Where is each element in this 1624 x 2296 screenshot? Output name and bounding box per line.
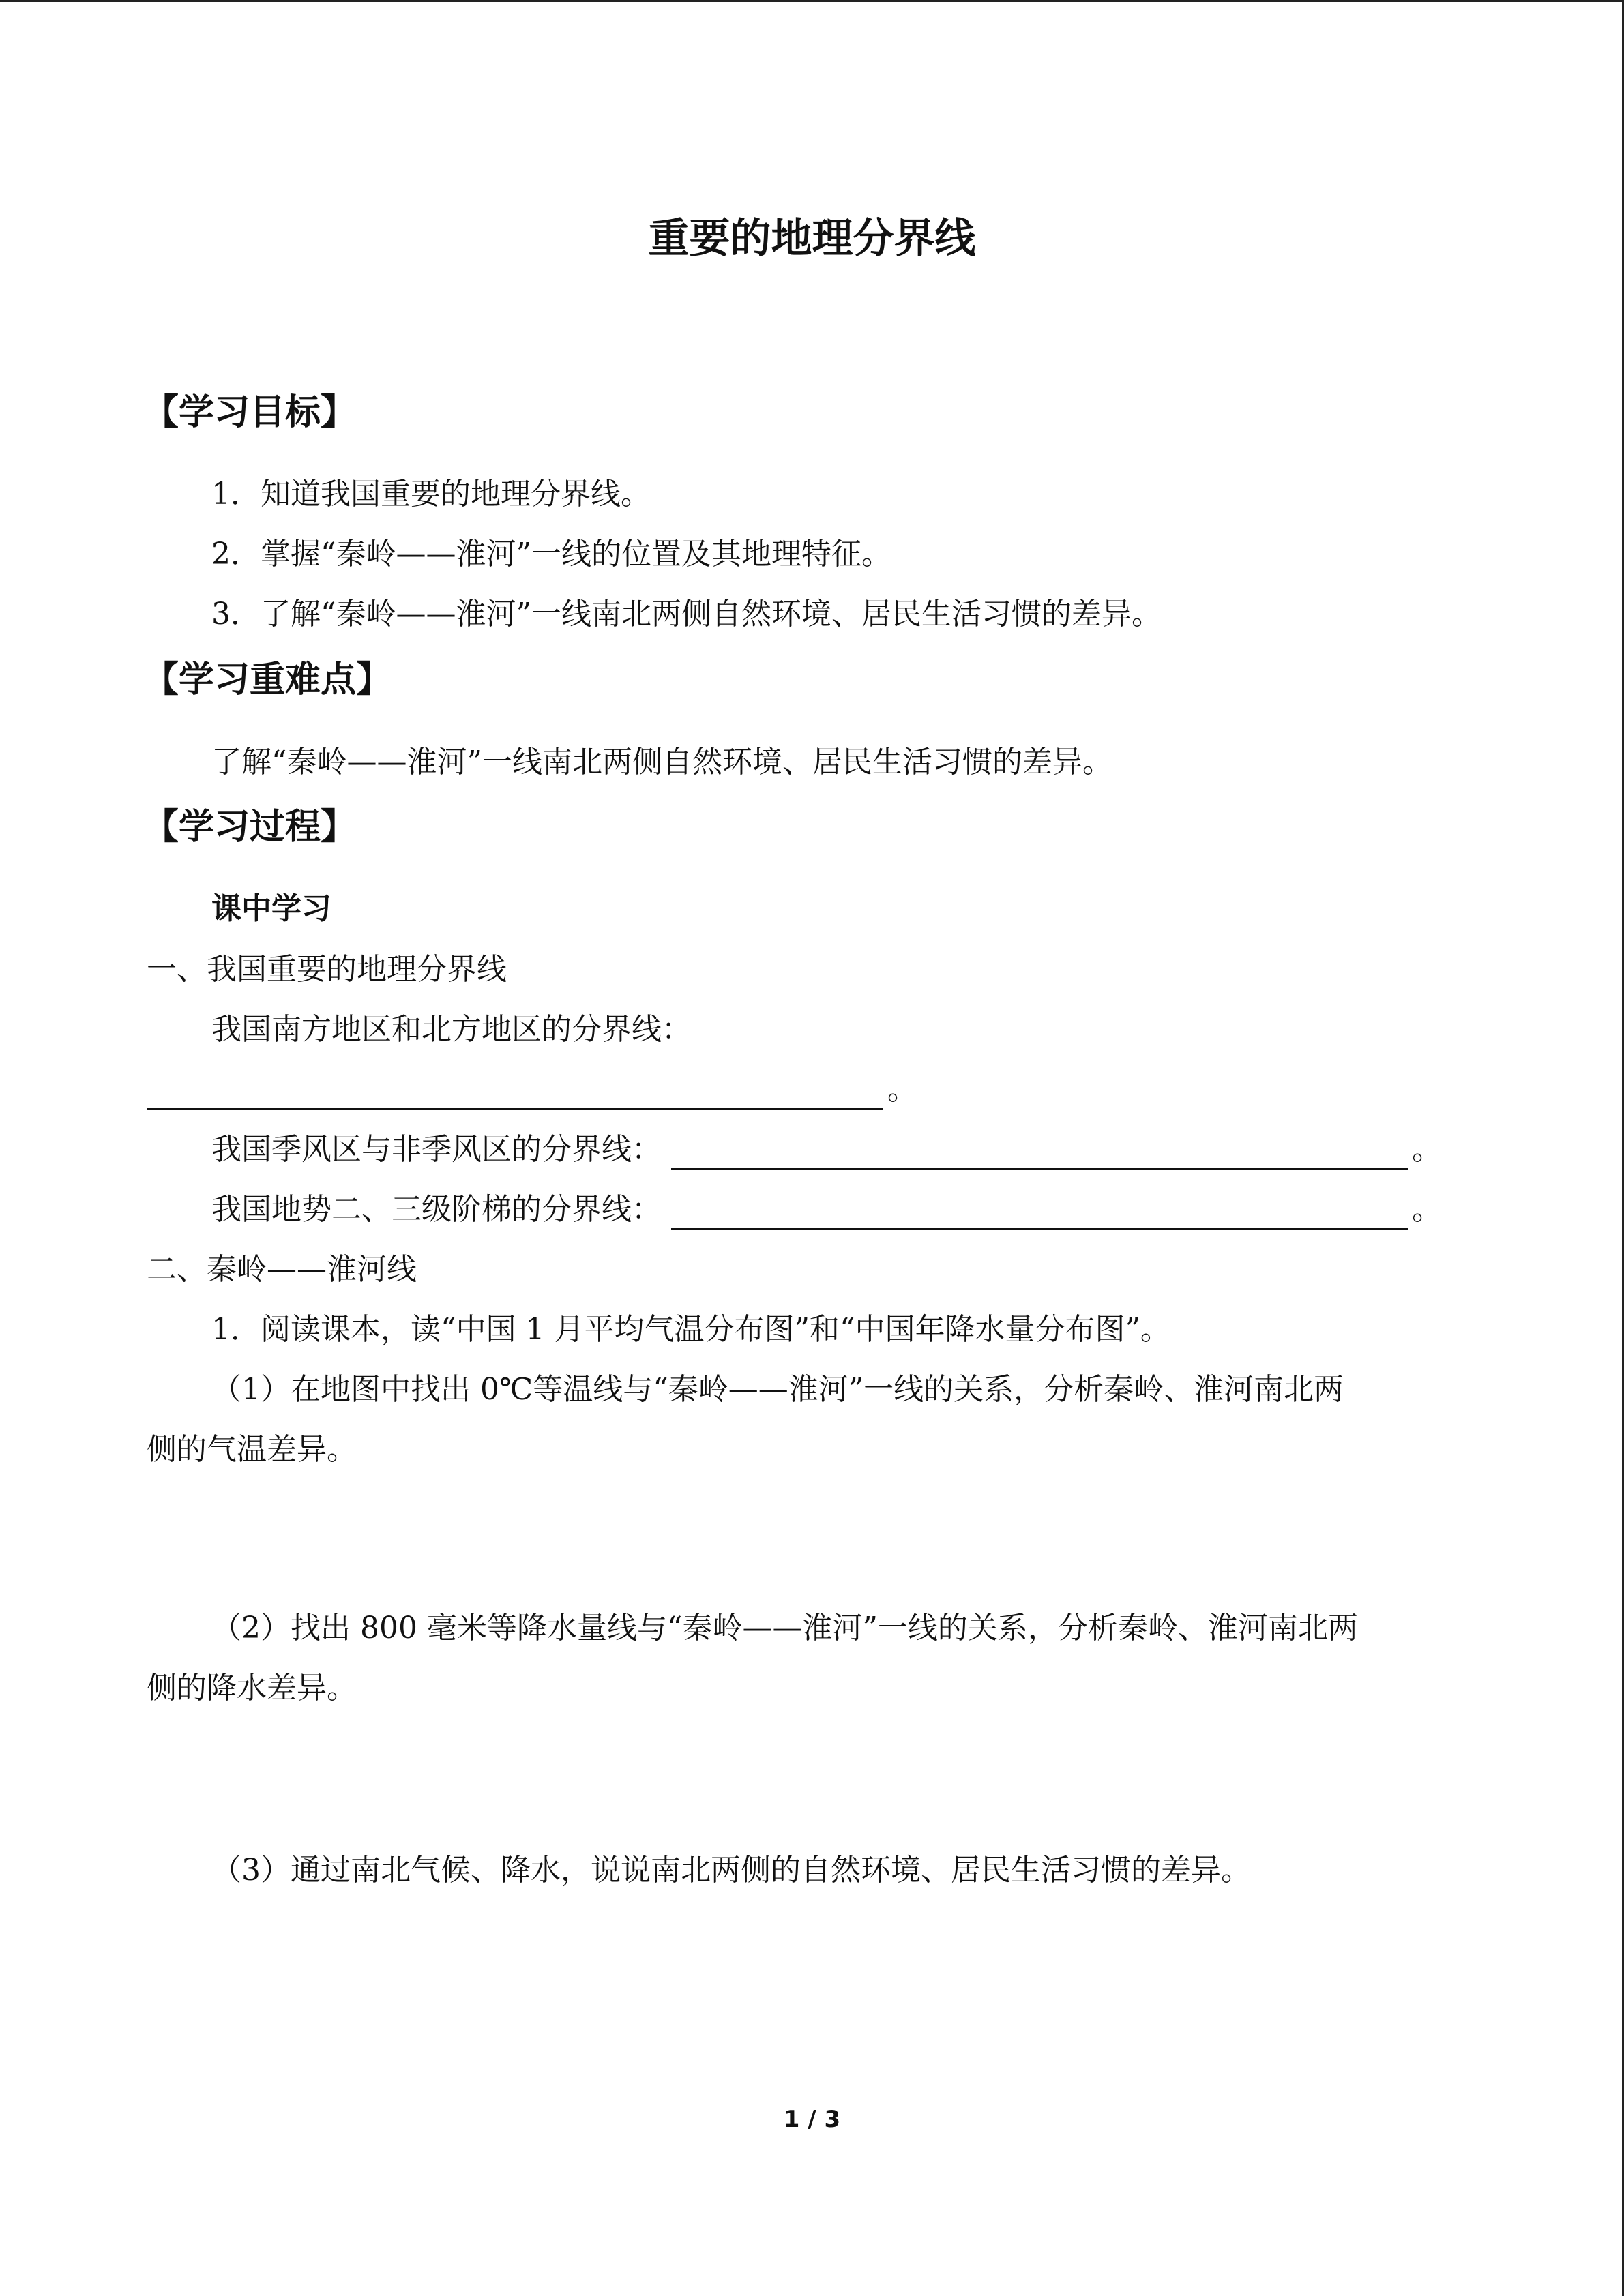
part1-terrain-line: 我国地势二、三级阶梯的分界线： 。 [211, 1189, 1442, 1230]
answer-blank-line[interactable] [671, 1138, 1408, 1170]
part2-question-1-2-cont: 侧的降水差异。 [147, 1671, 357, 1705]
goal-3: 3．了解“秦岭——淮河”一线南北两侧自然环境、居民生活习惯的差异。 [211, 597, 1162, 631]
goal-2: 2．掌握“秦岭——淮河”一线的位置及其地理特征。 [211, 537, 891, 571]
key-points-heading: 【学习重难点】 [143, 659, 392, 700]
page-border-top [0, 0, 1624, 2]
part1-heading: 一、我国重要的地理分界线 [147, 952, 507, 987]
answer-blank-line[interactable] [671, 1198, 1408, 1230]
part1-monsoon-line: 我国季风区与非季风区的分界线： 。 [211, 1129, 1442, 1170]
answer-blank-line[interactable] [147, 1078, 883, 1110]
part2-question-1-1-cont: 侧的气温差异。 [147, 1432, 357, 1467]
page-number: 1 / 3 [783, 2106, 841, 2133]
part2-question-1-2: （2）找出 800 毫米等降水量线与“秦岭——淮河”一线的关系，分析秦岭、淮河南北两 [211, 1611, 1358, 1645]
key-points-text: 了解“秦岭——淮河”一线南北两侧自然环境、居民生活习惯的差异。 [211, 745, 1112, 779]
part2-question-1: 1．阅读课本，读“中国 1 月平均气温分布图”和“中国年降水量分布图”。 [211, 1312, 1170, 1347]
part2-question-1-3: （3）通过南北气候、降水，说说南北两侧的自然环境、居民生活习惯的差异。 [211, 1853, 1251, 1888]
in-class-subheading: 课中学习 [211, 891, 331, 926]
goals-heading: 【学习目标】 [143, 392, 357, 433]
part2-heading: 二、秦岭——淮河线 [147, 1252, 417, 1287]
part2-question-1-1: （1）在地图中找出 0℃等温线与“秦岭——淮河”一线的关系，分析秦岭、淮河南北两 [211, 1372, 1344, 1407]
process-heading: 【学习过程】 [143, 807, 357, 848]
goal-1: 1．知道我国重要的地理分界线。 [211, 477, 651, 511]
part1-north-south-label: 我国南方地区和北方地区的分界线： [211, 1012, 692, 1047]
document-title: 重要的地理分界线 [648, 215, 976, 263]
part1-north-south-answer: 。 [147, 1069, 917, 1110]
